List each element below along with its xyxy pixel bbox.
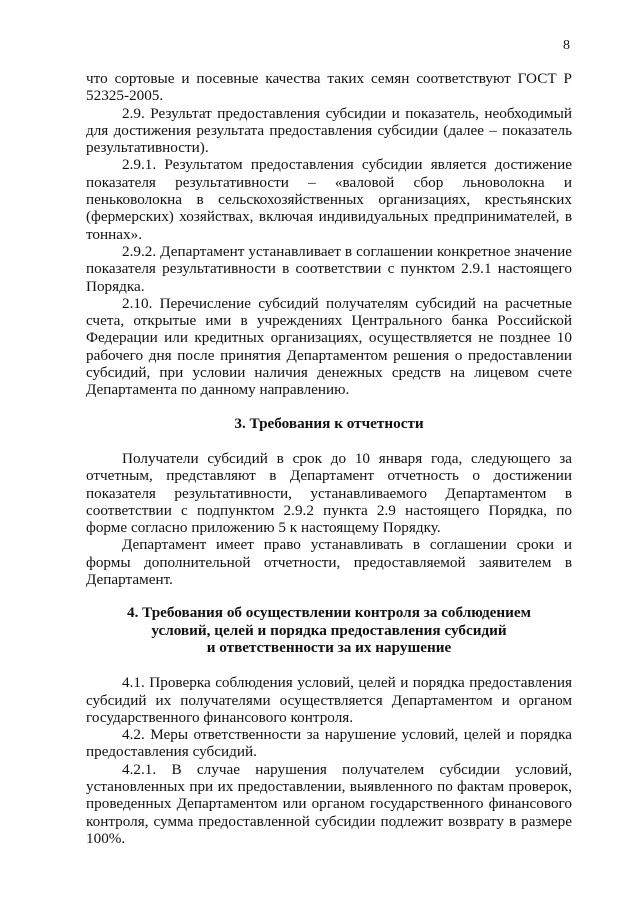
section-4-title: 4. Требования об осуществлении контроля за соблюдением условий, целей и порядка предоставления субсидий и ответственности за их нарушение <box>126 604 532 656</box>
paragraph-continuation: что сортовые и посевные качества таких семян соответствуют ГОСТ Р 52325-2005. <box>86 70 572 105</box>
paragraph-4-2: 4.2. Меры ответственности за нарушение условий, целей и порядка предоставления субсидий. <box>86 726 572 761</box>
document-body <box>86 70 572 847</box>
paragraph-3-2: Департамент имеет право устанавливать в соглашении сроки и формы дополнительной отчетности, предоставляемой заявителем в Департамент. <box>86 536 572 589</box>
page-number: 8 <box>563 38 570 53</box>
paragraph-2-9-2: 2.9.2. Департамент устанавливает в соглашении конкретное значение показателя результативности в соответствии с пунктом 2.9.1 настоящего Порядка. <box>86 242 572 295</box>
paragraph-3-1: Получатели субсидий в срок до 10 января года, следующего за отчетным, представляют в Департамент отчетность о достижении показателя результативности, устанавливаемого Департаментом в соответствии с подпунктом 2.9.2 пункта 2.9 настоящего Порядка, по форме согласно приложению 5 к настоящему Порядку. <box>86 449 572 537</box>
paragraph-4-2-1: 4.2.1. В случае нарушения получателем субсидии условий, установленных при их предоставлении, выявленного по фактам проверок, проведенных Департаментом или органом государственного финансового контроля, сумма предоставленной субсидии подлежит возврату в размере 100%. <box>86 760 572 847</box>
paragraph-2-9: 2.9. Результат предоставления субсидии и показатель, необходимый для достижения результата предоставления субсидии (далее – показатель результативности). <box>86 104 572 157</box>
paragraph-2-10: 2.10. Перечисление субсидий получателям субсидий на расчетные счета, открытые ими в учреждениях Центрального банка Российской Федерации или кредитных организациях, осуществляется не позднее 10 рабочего дня после принятия Департаментом решения о предоставлении субсидий, при условии наличия денежных средств на лицевом счете Департамента по данному направлению. <box>86 294 572 399</box>
paragraph-2-9-1: 2.9.1. Результатом предоставления субсидии является достижение показателя результативности – «валовой сбор льноволокна и пеньковолокна в сельскохозяйственных организациях, крестьянских (фермерских) хозяйствах, включая индивидуальных предпринимателей, в тоннах». <box>86 156 572 243</box>
paragraph-4-1: 4.1. Проверка соблюдения условий, целей и порядка предоставления субсидий их получателями осуществляется Департаментом и органом государственного финансового контроля. <box>86 674 572 726</box>
section-3-title: 3. Требования к отчетности <box>234 414 424 432</box>
